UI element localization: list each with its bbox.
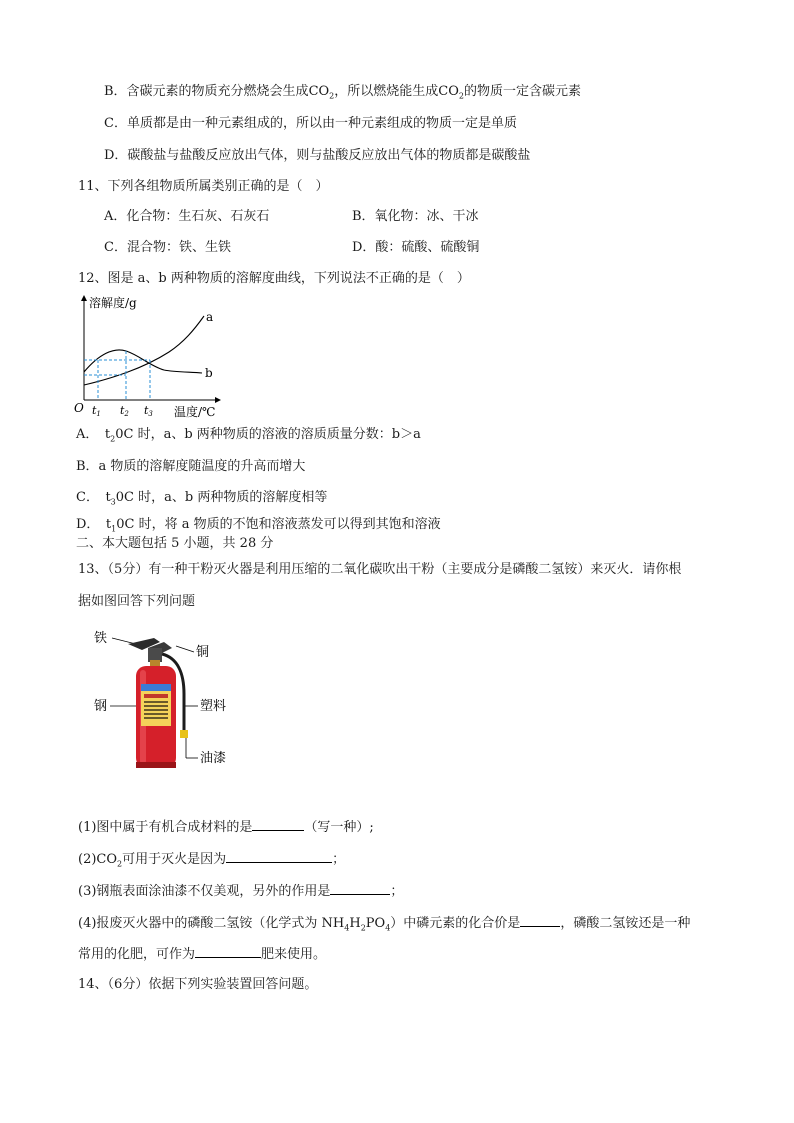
subscript: 2 xyxy=(360,923,366,933)
q14-stem: 14、（6分）依据下列实验装置回答问题。 xyxy=(78,977,318,992)
label-plastic: 塑料 xyxy=(200,699,227,714)
q12-option-a-post: 0C 时，a、b 两种物质的溶液的溶质质量分数：b＞a xyxy=(115,427,421,442)
co-text: CO xyxy=(308,84,330,99)
label-paint: 油漆 xyxy=(200,751,227,766)
fire-extinguisher-figure xyxy=(88,624,248,774)
x-axis-label: 温度/℃ xyxy=(174,405,216,419)
q12-option-c-pre: C． t xyxy=(76,490,111,505)
q12-option-b: B．a 物质的溶解度随温度的升高而增大 xyxy=(76,459,306,474)
q13-sub1 xyxy=(78,817,374,837)
section-heading: 二、本大题包括 5 小题，共 28 分 xyxy=(76,536,274,551)
subscript: 4 xyxy=(344,923,350,933)
q13-sub3 xyxy=(78,881,403,901)
y-axis-label: 溶解度/g xyxy=(89,296,137,310)
q10-option-b xyxy=(104,83,581,106)
q11-option-d: D．酸：硫酸、硫酸铜 xyxy=(352,240,480,255)
q12-option-a-pre: A． t xyxy=(76,427,111,442)
q12-option-c-post: 0C 时，a、b 两种物质的溶解度相等 xyxy=(115,490,328,505)
q12-option-d-pre: D． t xyxy=(76,517,112,532)
q13-stem-line1: 13、（5分）有一种干粉灭火器是利用压缩的二氧化碳吹出干粉（主要成分是磷酸二氢铵）来灭火．请你根 xyxy=(78,562,682,577)
q11-stem: 11、下列各组物质所属类别正确的是（ ） xyxy=(78,179,329,194)
tick-t2: t2 xyxy=(120,404,129,418)
q12-option-a xyxy=(76,426,421,449)
q13-sub1-post: （写一种）; xyxy=(304,820,374,835)
subscript: 4 xyxy=(385,923,391,933)
q11-option-c: C．混合物：铁、生铁 xyxy=(104,240,231,255)
q10-option-d: D．碳酸盐与盐酸反应放出气体，则与盐酸反应放出气体的物质都是碳酸盐 xyxy=(104,148,531,163)
q13-sub4-cont xyxy=(78,944,326,964)
q13-sub2-mid: 可用于灭火是因为 xyxy=(122,852,227,867)
subscript: 2 xyxy=(329,91,335,101)
q13-sub4-h: H xyxy=(349,916,361,931)
q12-stem: 12、图是 a、b 两种物质的溶解度曲线，下列说法不正确的是（ ） xyxy=(78,271,470,286)
subscript: 2 xyxy=(117,859,123,869)
q13-sub2 xyxy=(78,849,345,874)
q13-sub4-pre: (4)报废灭火器中的磷酸二氢铵（化学式为 NH xyxy=(78,916,345,931)
q11-option-b: B．氧化物：冰、干冰 xyxy=(352,209,479,224)
q12-option-c xyxy=(76,489,327,512)
origin-label: O xyxy=(74,401,84,415)
answer-blank[interactable] xyxy=(252,817,304,831)
q12-option-d-post: 0C 时，将 a 物质的不饱和溶液蒸发可以得到其饱和溶液 xyxy=(116,517,441,532)
q11-option-a: A．化合物：生石灰、石灰石 xyxy=(104,209,270,224)
q13-sub2-pre: (2)CO xyxy=(78,852,118,867)
q13-sub4 xyxy=(78,913,690,938)
tick-t1: t1 xyxy=(92,404,101,418)
q10-option-c: C．单质都是由一种元素组成的，所以由一种元素组成的物质一定是单质 xyxy=(104,116,517,131)
q13-sub2-post: ； xyxy=(332,852,346,867)
solubility-curve-figure xyxy=(74,292,234,420)
q13-sub4-cont-post: 肥来使用。 xyxy=(261,947,327,962)
answer-blank[interactable] xyxy=(226,849,332,863)
answer-blank[interactable] xyxy=(195,944,261,958)
q10-option-b-end: 的物质一定含碳元素 xyxy=(463,84,581,99)
subscript: 3 xyxy=(110,497,116,507)
q13-stem-line2: 据如图回答下列问题 xyxy=(78,594,196,609)
answer-blank[interactable] xyxy=(520,913,560,927)
q13-sub4-post: ，磷酸二氢铵还是一种 xyxy=(560,916,691,931)
q13-sub4-cont-pre: 常用的化肥，可作为 xyxy=(78,947,196,962)
curve-b-label: b xyxy=(205,366,213,380)
q13-sub3-pre: (3)钢瓶表面涂油漆不仅美观，另外的作用是 xyxy=(78,884,331,899)
q13-sub4-po: PO xyxy=(365,916,386,931)
q13-sub1-pre: (1)图中属于有机合成材料的是 xyxy=(78,820,253,835)
q10-option-b-mid: ，所以燃烧能生成 xyxy=(334,84,439,99)
q13-sub4-mid: ）中磷元素的化合价是 xyxy=(390,916,521,931)
tick-t3: t3 xyxy=(144,404,153,418)
q10-option-b-text: B．含碳元素的物质充分燃烧会生成 xyxy=(104,84,309,99)
subscript: 2 xyxy=(110,434,116,444)
curve-a-label: a xyxy=(206,310,214,324)
label-iron: 铁 xyxy=(94,631,108,646)
curve-b xyxy=(84,350,202,373)
subscript: 1 xyxy=(111,524,117,534)
label-copper: 铜 xyxy=(196,645,210,660)
subscript: 2 xyxy=(458,91,464,101)
label-steel: 钢 xyxy=(94,699,108,714)
co-text: CO xyxy=(438,84,459,99)
answer-blank[interactable] xyxy=(330,881,390,895)
q13-sub3-post: ； xyxy=(390,884,404,899)
